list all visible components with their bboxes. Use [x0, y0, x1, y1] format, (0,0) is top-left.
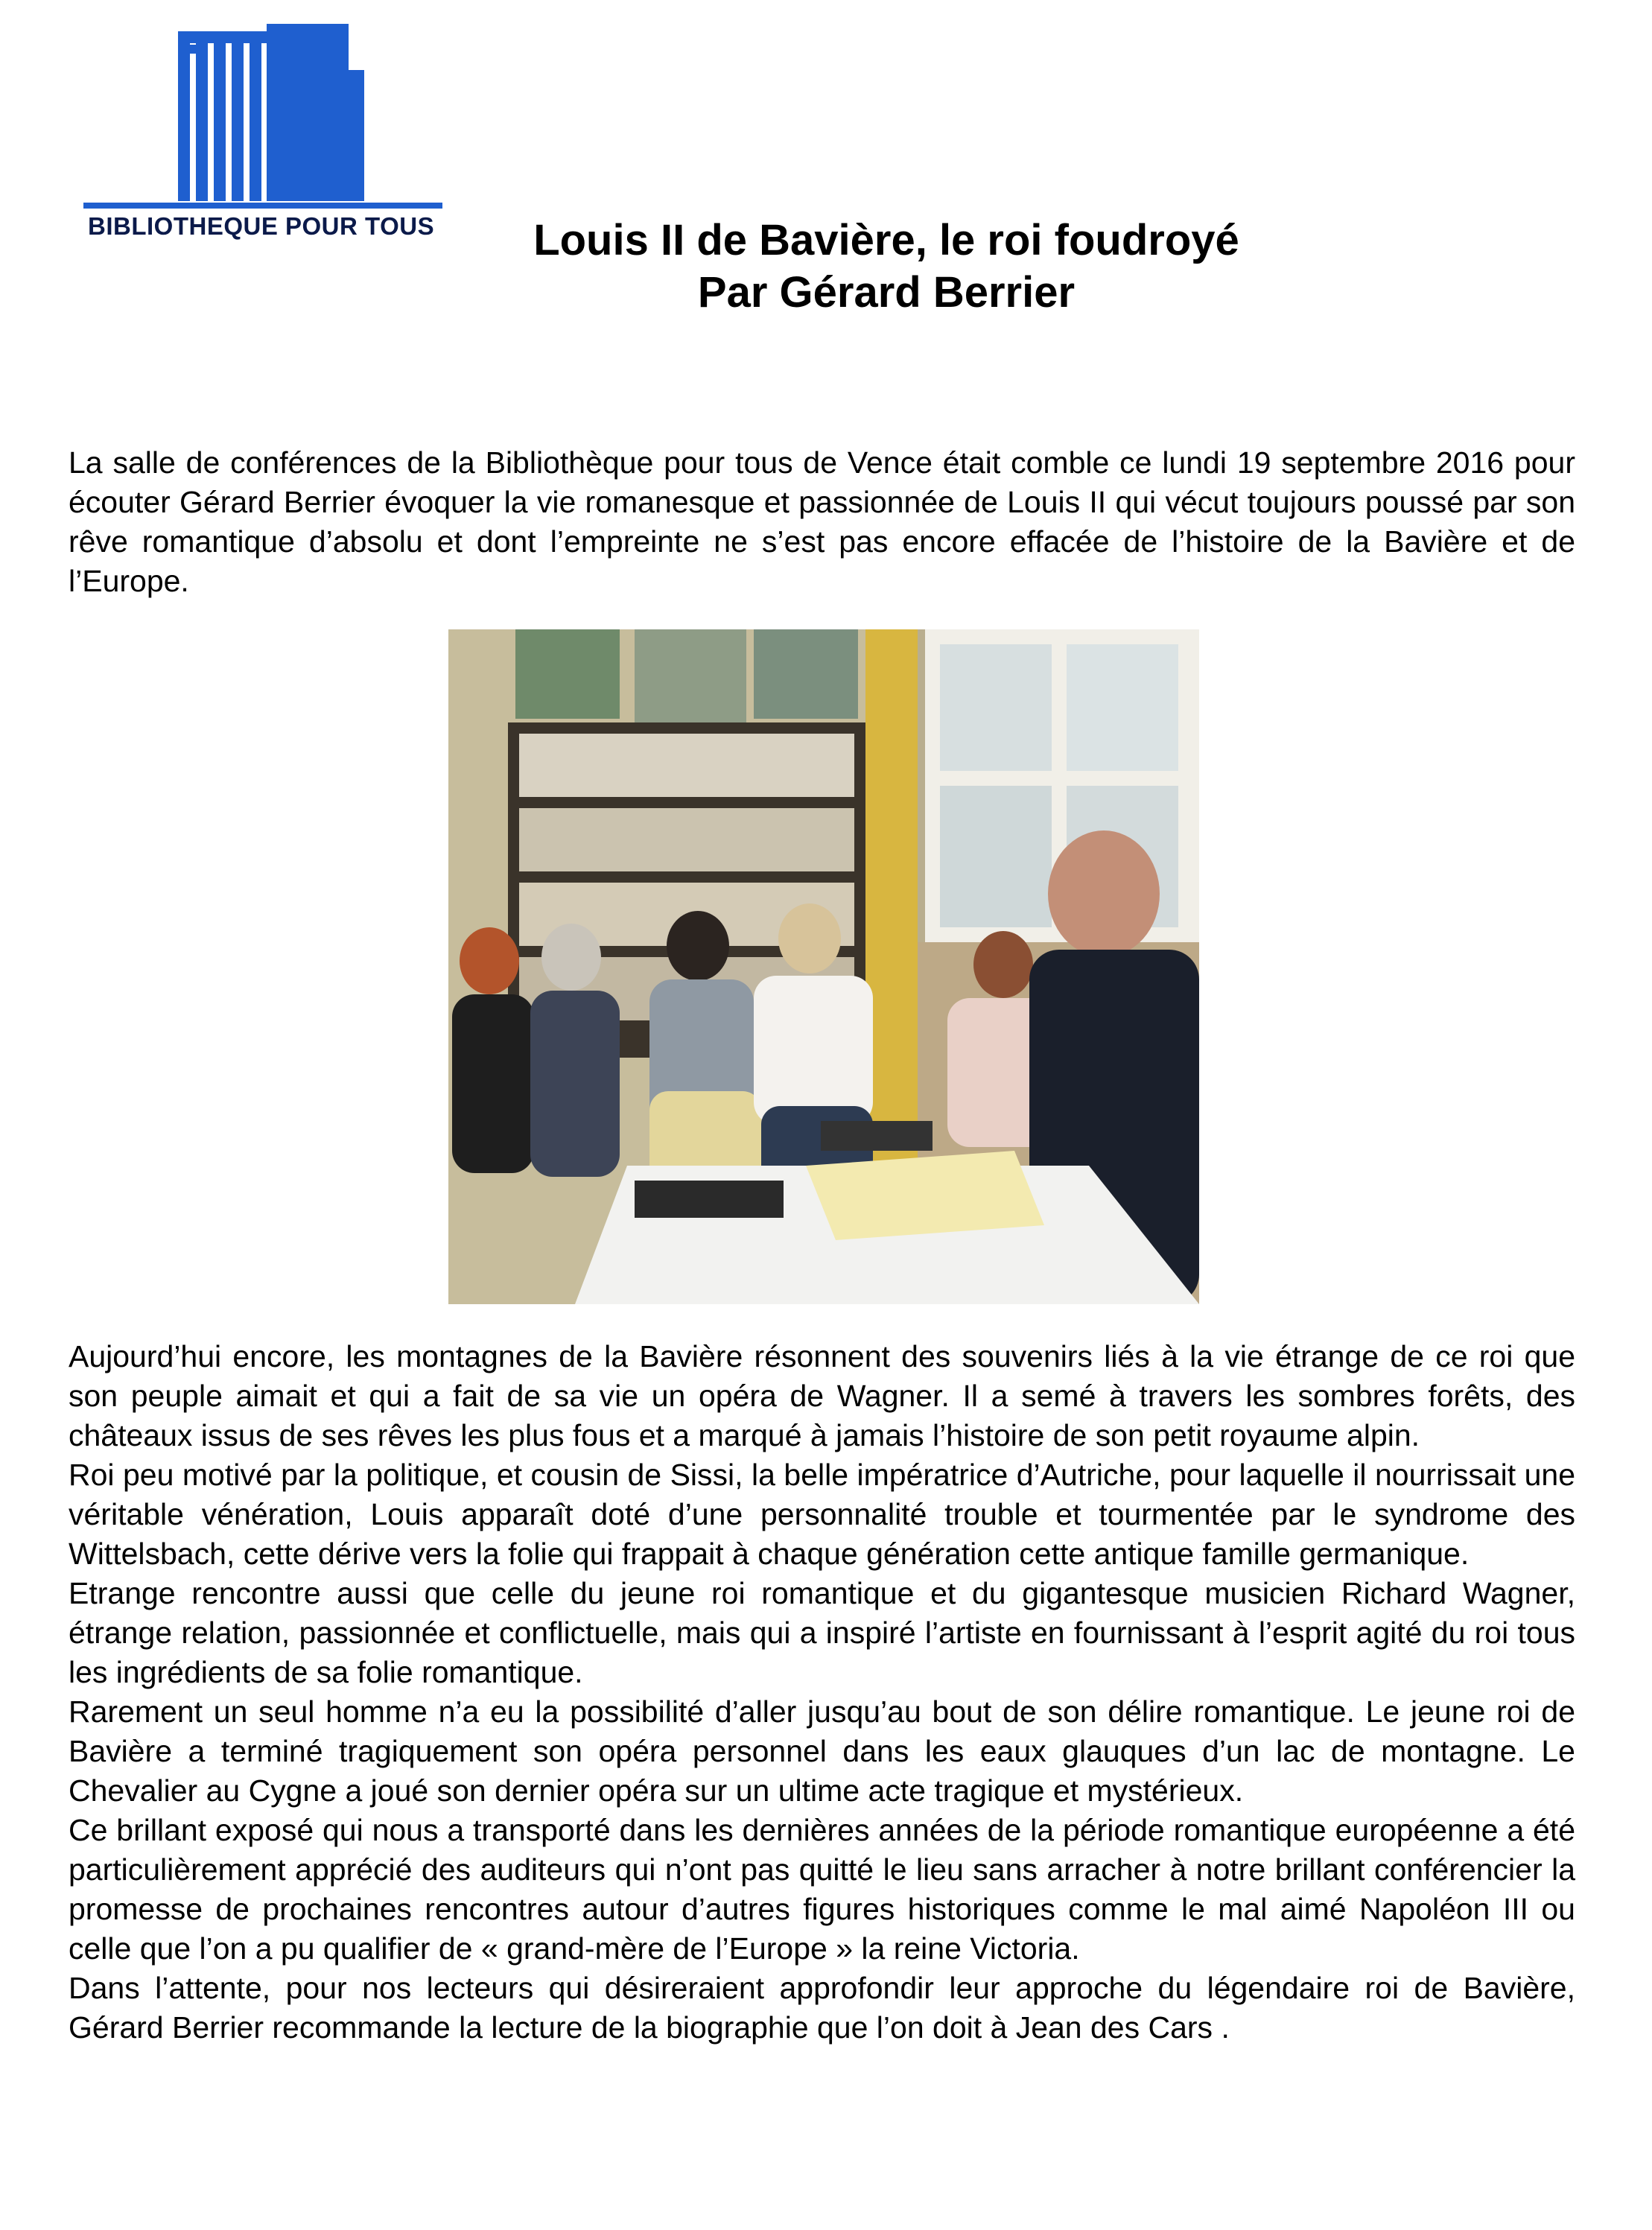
body-paragraph: Etrange rencontre aussi que celle du jeune roi romantique et du gigantesque musicien Richard Wagner, étrange relation, passionnée et conflictuelle, mais qui a inspiré l’artiste en fournissant à l’esprit agité du roi tous les ingrédients de sa folie romantique. [69, 1576, 1575, 1689]
body-paragraph: Ce brillant exposé qui nous a transporté dans les dernières années de la période romantique européenne a été particulièrement apprécié des auditeurs qui n’ont pas quitté le lieu sans arracher à notre brillant conférencier la promesse de prochaines rencontres autour d’autres figures historiques comme le mal aimé Napoléon III ou celle que l’on a pu qualifier de « grand-mère de l’Europe » la reine Victoria. [69, 1813, 1575, 1966]
body-paragraph: Aujourd’hui encore, les montagnes de la Bavière résonnent des souvenirs liés à la vie étrange de ce roi que son peuple aimait et qui a fait de sa vie un opéra de Wagner. Il a semé à travers les sombres forêts, des châteaux issus de ses rêves les plus fous et a marqué à jamais l’histoire de son petit royaume alpin. [69, 1339, 1575, 1452]
page-title: Louis II de Bavière, le roi foudroyé [533, 216, 1239, 264]
library-logo [80, 22, 445, 253]
body-paragraph: Dans l’attente, pour nos lecteurs qui désireraient approfondir leur approche du légendaire roi de Bavière, Gérard Berrier recommande la lecture de la biographie que l’on doit à Jean des Cars . [69, 1971, 1575, 2045]
page-subtitle: Par Gérard Berrier [697, 268, 1076, 317]
intro-paragraph: La salle de conférences de la Bibliothèque pour tous de Vence était comble ce lundi 19 septembre 2016 pour écouter Gérard Berrier évoquer la vie romanesque et passionnée de Louis II qui vécut toujours poussé par son rêve romantique d’absolu et dont l’empreinte ne s’est pas encore effacée de l’histoire de la Bavière et de l’Europe. [69, 445, 1575, 598]
article-body [69, 1337, 1575, 2048]
logo-text: BIBLIOTHEQUE POUR TOUS [88, 212, 435, 240]
body-paragraph: Roi peu motivé par la politique, et cousin de Sissi, la belle impératrice d’Autriche, pour laquelle il nourrissait une véritable vénération, Louis apparaît doté d’une personnalité trouble et tourmentée par le syndrome des Wittelsbach, cette dérive vers la folie qui frappait à chaque génération cette antique famille germanique. [69, 1458, 1575, 1571]
conference-photo [448, 629, 1199, 1304]
building-logo-icon [80, 22, 445, 216]
body-paragraph: Rarement un seul homme n’a eu la possibilité d’aller jusqu’au bout de son délire romantique. Le jeune roi de Bavière a terminé tragiquement son opéra personnel dans les eaux glauques d’un lac de montagne. Le Chevalier au Cygne a joué son dernier opéra sur un ultime acte tragique et mystérieux. [69, 1694, 1575, 1808]
